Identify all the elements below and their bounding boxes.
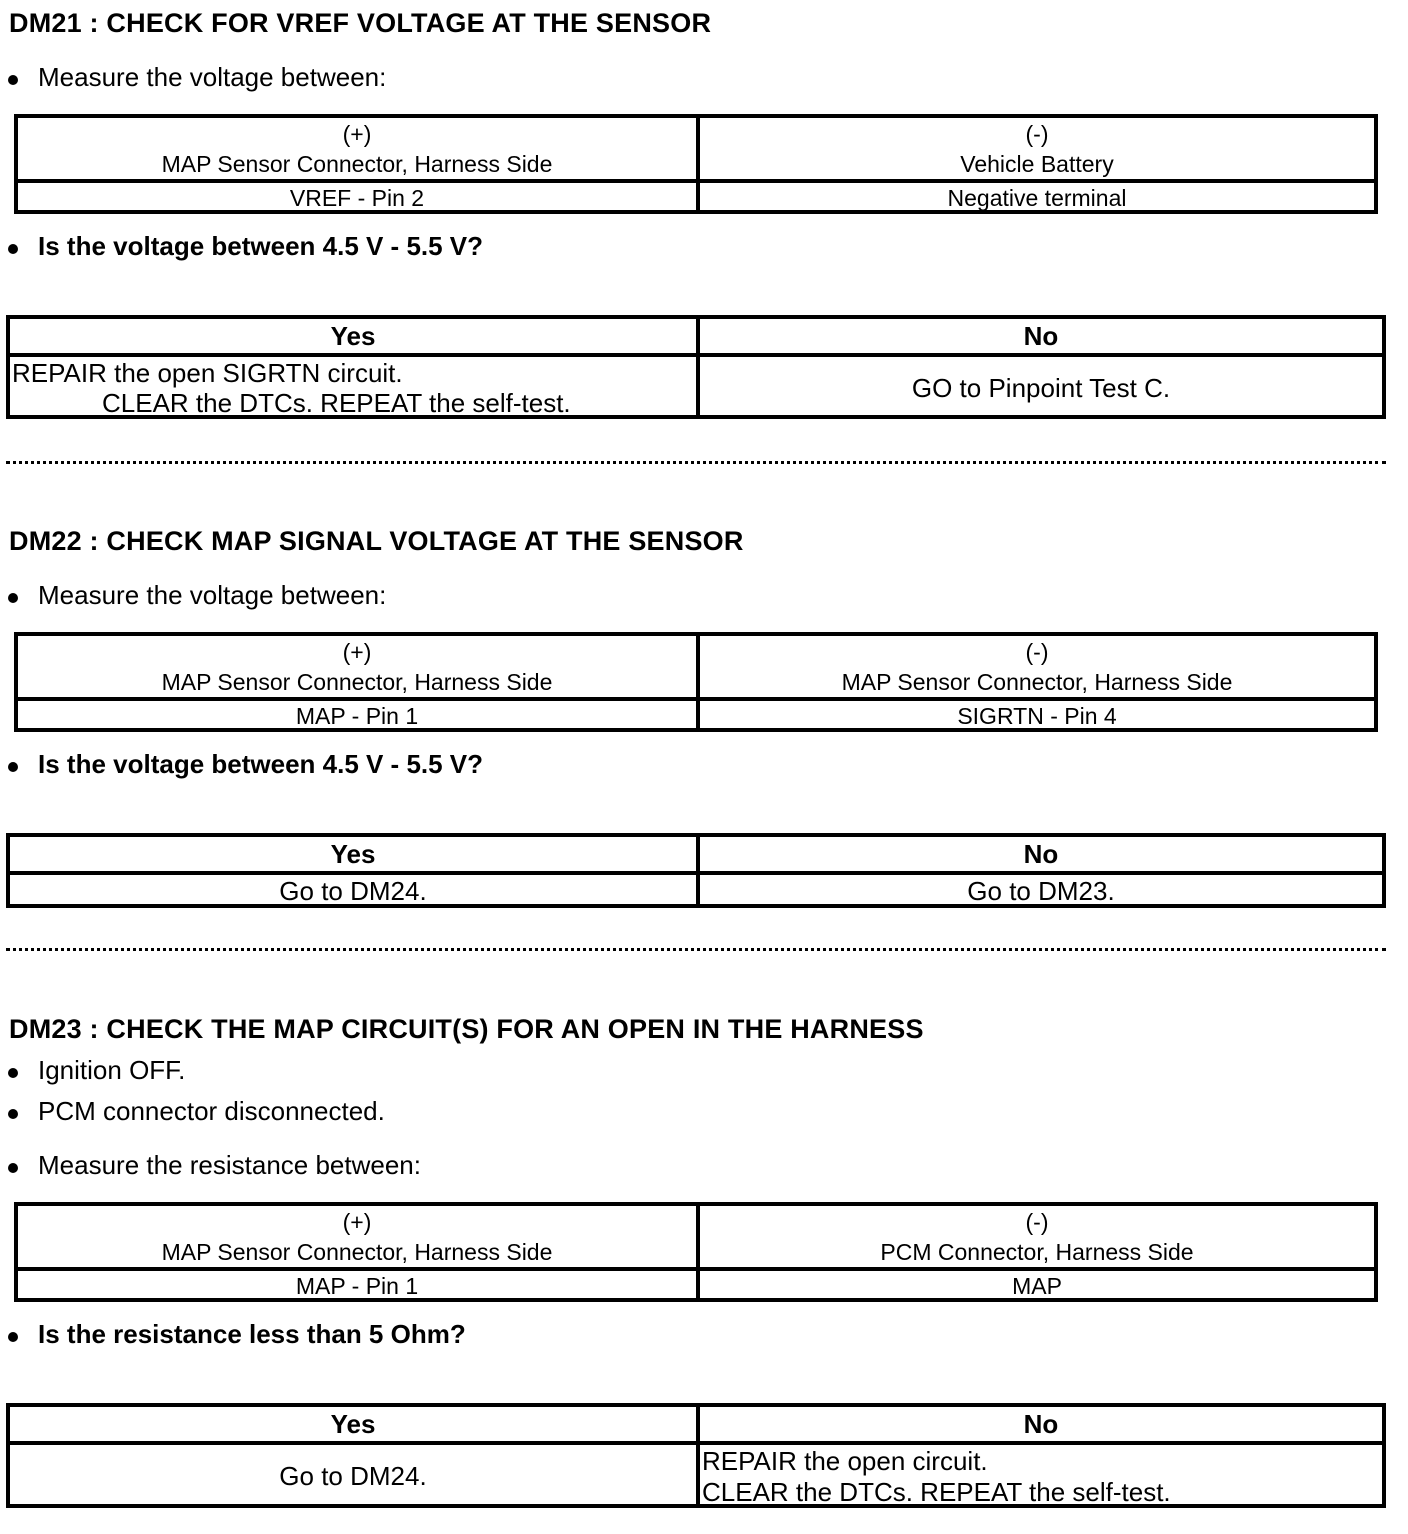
- bullet-item: [8, 62, 386, 93]
- bullet-item: [8, 1150, 421, 1181]
- result-table-dm23: [6, 1403, 1386, 1508]
- positive-value: MAP - Pin 1: [295, 1273, 419, 1299]
- bullet-item: [8, 1055, 185, 1086]
- result-table-dm22: [6, 833, 1386, 908]
- yes-header: Yes: [330, 838, 376, 869]
- yes-action: Go to DM24.: [279, 876, 427, 906]
- negative-label: MAP Sensor Connector, Harness Side: [841, 668, 1233, 695]
- no-action: [696, 1445, 1382, 1508]
- positive-probe-header: [18, 118, 696, 179]
- bullet-text: PCM connector disconnected.: [38, 1096, 385, 1126]
- no-header: No: [1023, 1408, 1059, 1439]
- bullet-icon: [8, 1332, 18, 1342]
- bullet-icon: [8, 75, 18, 85]
- bullet-text: Measure the voltage between:: [38, 62, 387, 92]
- negative-sign: (-): [1025, 120, 1049, 147]
- negative-probe-header: [696, 636, 1374, 697]
- negative-label: PCM Connector, Harness Side: [880, 1238, 1194, 1265]
- yes-action-line-2: CLEAR the DTCs. REPEAT the self-test.: [102, 388, 571, 418]
- negative-probe-header: [696, 1206, 1374, 1267]
- bullet-icon: [8, 1109, 18, 1119]
- question-item: [8, 749, 483, 780]
- bullet-icon: [8, 593, 18, 603]
- bullet-text: Measure the voltage between:: [38, 580, 387, 610]
- bullet-text: Measure the resistance between:: [38, 1150, 421, 1180]
- no-action: Go to DM23.: [967, 876, 1115, 906]
- positive-sign: (+): [342, 638, 372, 665]
- negative-sign: (-): [1025, 1208, 1049, 1235]
- question-text: Is the voltage between 4.5 V - 5.5 V?: [38, 749, 484, 779]
- negative-value: SIGRTN - Pin 4: [957, 703, 1117, 729]
- no-header: No: [1023, 320, 1059, 351]
- bullet-icon: [8, 762, 18, 772]
- no-action: GO to Pinpoint Test C.: [911, 372, 1171, 403]
- bullet-item: [8, 580, 386, 611]
- negative-value: Negative terminal: [947, 185, 1127, 211]
- yes-action: [10, 357, 696, 419]
- yes-header: Yes: [330, 1408, 376, 1439]
- positive-probe-header: [18, 636, 696, 697]
- positive-label: MAP Sensor Connector, Harness Side: [161, 668, 553, 695]
- bullet-icon: [8, 1163, 18, 1173]
- positive-sign: (+): [342, 1208, 372, 1235]
- negative-sign: (-): [1025, 638, 1049, 665]
- positive-label: MAP Sensor Connector, Harness Side: [161, 150, 553, 177]
- section-title-dm21: DM21 : CHECK FOR VREF VOLTAGE AT THE SENSOR: [9, 8, 712, 38]
- question-item: [8, 1319, 466, 1350]
- yes-header: Yes: [330, 320, 376, 351]
- positive-value: VREF - Pin 2: [289, 185, 425, 211]
- section-title-dm22: DM22 : CHECK MAP SIGNAL VOLTAGE AT THE SENSOR: [9, 526, 744, 556]
- negative-label: Vehicle Battery: [960, 150, 1114, 177]
- no-action-line-1: REPAIR the open circuit.: [702, 1446, 988, 1476]
- positive-sign: (+): [342, 120, 372, 147]
- no-header: No: [1023, 838, 1059, 869]
- section-divider: [6, 461, 1386, 464]
- question-item: [8, 231, 483, 262]
- measurement-table-dm21: [14, 114, 1378, 214]
- section-divider: [6, 948, 1386, 951]
- section-title-dm23: DM23 : CHECK THE MAP CIRCUIT(S) FOR AN OPEN IN THE HARNESS: [9, 1014, 924, 1044]
- positive-label: MAP Sensor Connector, Harness Side: [161, 1238, 553, 1265]
- no-action-line-2: CLEAR the DTCs. REPEAT the self-test.: [702, 1477, 1171, 1507]
- bullet-icon: [8, 1068, 18, 1078]
- positive-probe-header: [18, 1206, 696, 1267]
- question-text: Is the resistance less than 5 Ohm?: [38, 1319, 466, 1349]
- measurement-table-dm23: [14, 1202, 1378, 1302]
- result-table-dm21: [6, 315, 1386, 419]
- negative-probe-header: [696, 118, 1374, 179]
- bullet-icon: [8, 244, 18, 254]
- negative-value: MAP: [1012, 1273, 1062, 1299]
- measurement-table-dm22: [14, 632, 1378, 732]
- question-text: Is the voltage between 4.5 V - 5.5 V?: [38, 231, 484, 261]
- bullet-text: Ignition OFF.: [38, 1055, 186, 1085]
- yes-action-line-1: REPAIR the open SIGRTN circuit.: [12, 358, 403, 388]
- bullet-item: [8, 1096, 385, 1127]
- positive-value: MAP - Pin 1: [295, 703, 419, 729]
- yes-action: Go to DM24.: [279, 1461, 427, 1491]
